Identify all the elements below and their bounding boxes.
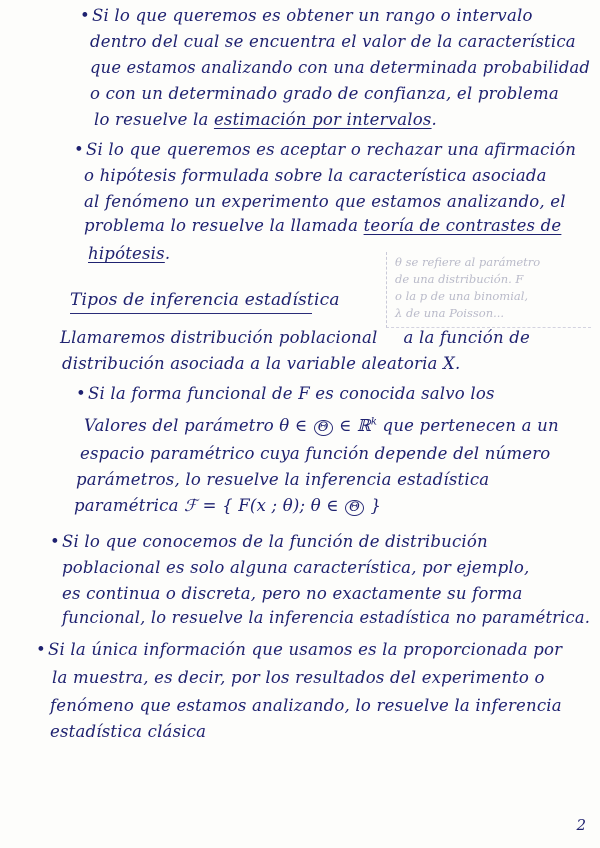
block1-line1: [80, 6, 533, 25]
side-note-line4: λ de una Poisson...: [395, 306, 505, 320]
block2-text-1: Si lo que queremos es aceptar o rechazar una afirmación: [86, 140, 577, 159]
block4-line4: funcional, lo resuelve la inferencia estadística no paramétrica.: [62, 608, 591, 627]
block1-line3: que estamos analizando con una determinada probabilidad: [90, 58, 591, 77]
bullet: •: [76, 384, 86, 403]
block1-line4: o con un determinado grado de confianza, el problema: [90, 84, 559, 103]
term-teoria-de-contrastes: teoría de contrastes de: [363, 216, 562, 235]
parameter-space-symbol: Θ: [314, 420, 333, 436]
parameter-space-symbol: Θ: [345, 500, 364, 516]
block1-text-1: Si lo que queremos es obtener un rango o intervalo: [92, 6, 533, 25]
block3-line2-post: que pertenecen a un: [377, 416, 559, 435]
block5-text-1: Si la única información que usamos es la proporcionada por: [48, 640, 563, 659]
bullet: •: [50, 532, 60, 551]
bullet: •: [80, 6, 90, 25]
block4-line2: poblacional es solo alguna característica, por ejemplo,: [62, 558, 530, 577]
block3-line5: [74, 496, 381, 516]
block3-line3: espacio paramétrico cuya función depende del número: [80, 444, 551, 463]
block3-line4: parámetros, lo resuelve la inferencia estadística: [76, 470, 490, 489]
block3-line2-mid: ∈ ℝ: [339, 416, 371, 435]
side-note-line1: θ se refiere al parámetro: [395, 255, 541, 269]
side-note-line3: o la p de una binomial,: [395, 289, 529, 303]
block2-line2: o hipótesis formulada sobre la característica asociada: [84, 166, 547, 185]
term-estimacion-por-intervalos: estimación por intervalos: [213, 110, 432, 129]
bullet: •: [36, 640, 46, 659]
block4-line1: [50, 532, 488, 551]
intro-line2: distribución asociada a la variable aleatoria X.: [62, 354, 461, 373]
block2-line5: [88, 244, 170, 263]
heading-underline: [70, 313, 312, 314]
block5-line3: fenómeno que estamos analizando, lo resuelve la inferencia: [50, 696, 562, 715]
section-heading: Tipos de inferencia estadística: [70, 290, 340, 310]
block1-line2: dentro del cual se encuentra el valor de la característica: [90, 32, 576, 51]
block5-line2: la muestra, es decir, por los resultados del experimento o: [52, 668, 545, 687]
block3-line2-sup: k: [370, 416, 378, 428]
block5-line4: estadística clásica: [50, 722, 207, 741]
block3-line1: [76, 384, 495, 403]
block2-line3: al fenómeno un experimento que estamos analizando, el: [84, 192, 566, 211]
block3-text-1: Si la forma funcional de F es conocida salvo los: [88, 384, 495, 403]
side-note: [386, 252, 591, 328]
block1-line5-pre: lo resuelve la: [94, 110, 214, 129]
block2-line4-pre: problema lo resuelve la llamada: [84, 216, 364, 235]
block2-line4: [84, 216, 561, 235]
intro-line1-post: a la función de: [403, 328, 530, 347]
block2-line5-post: .: [164, 244, 171, 263]
intro-line1-pre: Llamaremos distribución poblacional: [60, 328, 378, 347]
block1-line5: [94, 110, 437, 129]
bullet: •: [74, 140, 84, 159]
block3-line2-pre: Valores del parámetro θ ∈: [84, 416, 308, 435]
block4-text-1: Si lo que conocemos de la función de distribución: [62, 532, 488, 551]
page-number: 2: [576, 816, 586, 834]
block4-line3: es continua o discreta, pero no exactamente su forma: [62, 584, 523, 603]
term-hipotesis: hipótesis: [88, 244, 165, 263]
block5-line1: [36, 640, 562, 659]
block3-line2: [84, 416, 559, 436]
intro-line1: [60, 328, 530, 347]
block1-line5-post: .: [431, 110, 437, 129]
block2-line1: [74, 140, 576, 159]
block3-line5-post: }: [365, 496, 382, 515]
block3-line5-pre: paramétrica ℱ = { F(x ; θ); θ ∈: [74, 496, 345, 515]
side-note-line2: de una distribución. F: [395, 272, 524, 286]
